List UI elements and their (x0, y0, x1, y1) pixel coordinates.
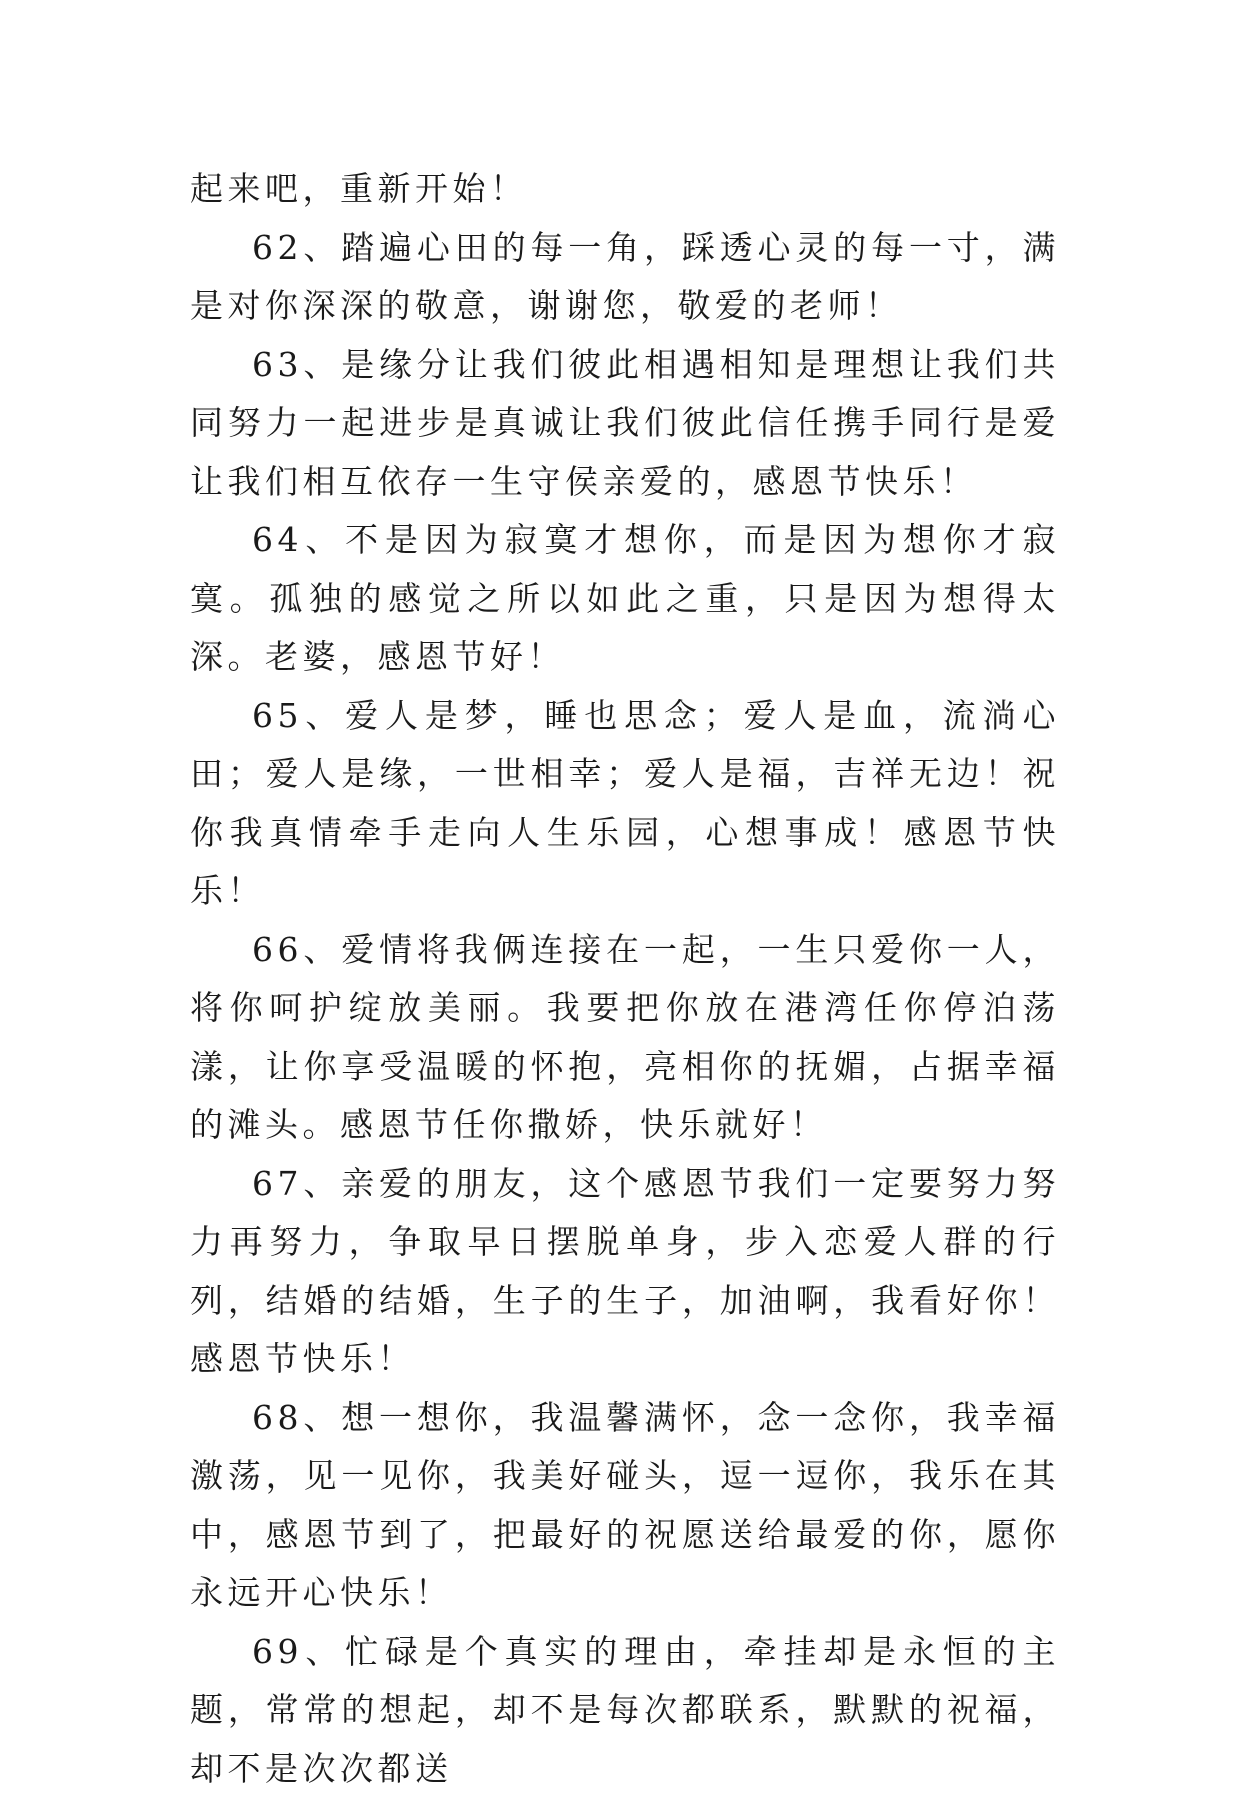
paragraph-64: 64、不是因为寂寞才想你，而是因为想你才寂寞。孤独的感觉之所以如此之重，只是因为想得太深。老婆，感恩节好！ (190, 511, 1060, 687)
document-body (190, 160, 1060, 1798)
paragraph-63: 63、是缘分让我们彼此相遇相知是理想让我们共同努力一起进步是真诚让我们彼此信任携手同行是爱让我们相互依存一生守侯亲爱的，感恩节快乐！ (190, 336, 1060, 512)
paragraph-66: 66、爱情将我俩连接在一起，一生只爱你一人，将你呵护绽放美丽。我要把你放在港湾任你停泊荡漾，让你享受温暖的怀抱，亮相你的抚媚，占据幸福的滩头。感恩节任你撒娇，快乐就好！ (190, 921, 1060, 1155)
paragraph-67: 67、亲爱的朋友，这个感恩节我们一定要努力努力再努力，争取早日摆脱单身，步入恋爱人群的行列，结婚的结婚，生子的生子，加油啊，我看好你！感恩节快乐！ (190, 1155, 1060, 1389)
paragraph-68: 68、想一想你，我温馨满怀，念一念你，我幸福激荡，见一见你，我美好碰头，逗一逗你，我乐在其中，感恩节到了，把最好的祝愿送给最爱的你，愿你永远开心快乐！ (190, 1389, 1060, 1623)
paragraph-62: 62、踏遍心田的每一角，踩透心灵的每一寸，满是对你深深的敬意，谢谢您，敬爱的老师！ (190, 219, 1060, 336)
paragraph-69: 69、忙碌是个真实的理由，牵挂却是永恒的主题，常常的想起，却不是每次都联系，默默的祝福，却不是次次都送 (190, 1623, 1060, 1798)
paragraph-65: 65、爱人是梦，睡也思念；爱人是血，流淌心田；爱人是缘，一世相幸；爱人是福，吉祥无边！祝你我真情牵手走向人生乐园，心想事成！感恩节快乐！ (190, 687, 1060, 921)
paragraph-continuation: 起来吧，重新开始！ (190, 160, 1060, 219)
